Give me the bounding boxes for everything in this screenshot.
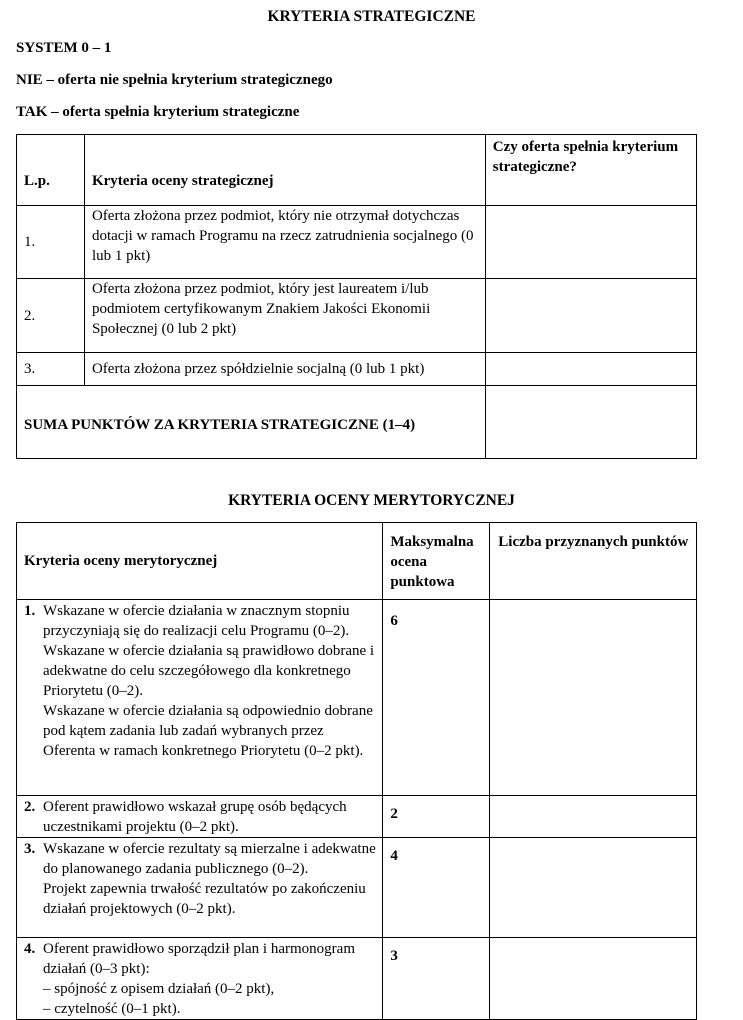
max-score-cell: 4 bbox=[383, 838, 490, 938]
awarded-points-cell[interactable] bbox=[490, 938, 697, 1020]
system-line: SYSTEM 0 – 1 bbox=[16, 40, 112, 56]
criterion-text: Wskazane w ofercie działania są odpowiednio dobrane pod kątem zadania lub zadań wybranych przez Oferenta w ramach konkretnego Priorytetu (0–2 pkt). bbox=[43, 703, 373, 759]
table-row bbox=[17, 838, 697, 938]
criterion-text: Oferent prawidłowo wskazał grupę osób będących uczestnikami projektu (0–2 pkt). bbox=[43, 799, 347, 835]
merit-criterion-cell bbox=[17, 796, 383, 838]
table-row bbox=[17, 600, 697, 796]
table-row bbox=[17, 938, 697, 1020]
table-row bbox=[17, 353, 697, 386]
criterion-number: 4. bbox=[24, 941, 36, 957]
row-answer-cell[interactable] bbox=[485, 353, 696, 386]
merit-criterion-cell bbox=[17, 600, 383, 796]
strategic-criteria-table bbox=[16, 134, 697, 459]
strategic-title: KRYTERIA STRATEGICZNE bbox=[267, 8, 476, 25]
merit-criterion-cell bbox=[17, 938, 383, 1020]
awarded-points-cell[interactable] bbox=[490, 600, 697, 796]
criterion-text: Projekt zapewnia trwałość rezultatów po zakończeniu działań projektowych (0–2 pkt). bbox=[43, 881, 366, 917]
awarded-points-cell[interactable] bbox=[490, 796, 697, 838]
merit-header-row bbox=[17, 523, 697, 600]
lp-header: L.p. bbox=[17, 135, 85, 206]
max-score-cell: 2 bbox=[383, 796, 490, 838]
max-score-cell: 3 bbox=[383, 938, 490, 1020]
awarded-points-cell[interactable] bbox=[490, 838, 697, 938]
criteria-header: Kryteria oceny strategicznej bbox=[84, 135, 485, 206]
row-number: 3. bbox=[17, 353, 85, 386]
criterion-number: 3. bbox=[24, 841, 36, 857]
criterion-number: 1. bbox=[24, 603, 36, 619]
merit-criteria-header: Kryteria oceny merytorycznej bbox=[17, 523, 383, 600]
merit-criterion-cell bbox=[17, 838, 383, 938]
criterion-text: – czytelność (0–1 pkt). bbox=[43, 1001, 181, 1017]
table-row bbox=[17, 279, 697, 353]
table-row bbox=[17, 796, 697, 838]
nie-line: NIE – oferta nie spełnia kryterium strategicznego bbox=[16, 72, 333, 88]
criterion-text: Wskazane w ofercie działania są prawidłowo dobrane i adekwatne do celu szczegółowego dla konkretnego Priorytetu (0–2). bbox=[43, 643, 375, 699]
criterion-text: – spójność z opisem działań (0–2 pkt), bbox=[43, 981, 275, 997]
sum-label: SUMA PUNKTÓW ZA KRYTERIA STRATEGICZNE (1–4) bbox=[17, 386, 486, 459]
awarded-points-header: Liczba przyznanych punktów bbox=[490, 523, 697, 600]
sum-row bbox=[17, 386, 697, 459]
table-row bbox=[17, 206, 697, 279]
criterion-text: Wskazane w ofercie działania w znacznym stopniu przyczyniają się do realizacji celu Programu (0–2). bbox=[43, 603, 350, 639]
row-criteria: Oferta złożona przez podmiot, który nie otrzymał dotychczas dotacji w ramach Programu na rzecz zatrudnienia socjalnego (0 lub 1 pkt) bbox=[84, 206, 485, 279]
merit-criteria-table bbox=[16, 522, 697, 1020]
strategic-header-row bbox=[17, 135, 697, 206]
merit-title: KRYTERIA OCENY MERYTORYCZNEJ bbox=[228, 492, 515, 509]
max-score-cell: 6 bbox=[383, 600, 490, 796]
criterion-text: Oferent prawidłowo sporządził plan i harmonogram działań (0–3 pkt): bbox=[43, 941, 355, 977]
row-criteria: Oferta złożona przez podmiot, który jest laureatem i/lub podmiotem certyfikowanym Znakiem Jakości Ekonomii Społecznej (0 lub 2 pkt) bbox=[84, 279, 485, 353]
max-score-header: Maksymalna ocena punktowa bbox=[383, 523, 490, 600]
tak-line: TAK – oferta spełnia kryterium strategiczne bbox=[16, 104, 300, 120]
criterion-number: 2. bbox=[24, 799, 36, 815]
row-answer-cell[interactable] bbox=[485, 279, 696, 353]
criterion-text: Wskazane w ofercie rezultaty są mierzalne i adekwatne do planowanego zadania publicznego (0–2). bbox=[43, 841, 376, 877]
row-criteria: Oferta złożona przez spółdzielnie socjalną (0 lub 1 pkt) bbox=[84, 353, 485, 386]
row-number: 2. bbox=[17, 279, 85, 353]
row-number: 1. bbox=[17, 206, 85, 279]
meets-criterion-header: Czy oferta spełnia kryterium strategiczne? bbox=[485, 135, 696, 206]
sum-value-cell[interactable] bbox=[485, 386, 696, 459]
row-answer-cell[interactable] bbox=[485, 206, 696, 279]
